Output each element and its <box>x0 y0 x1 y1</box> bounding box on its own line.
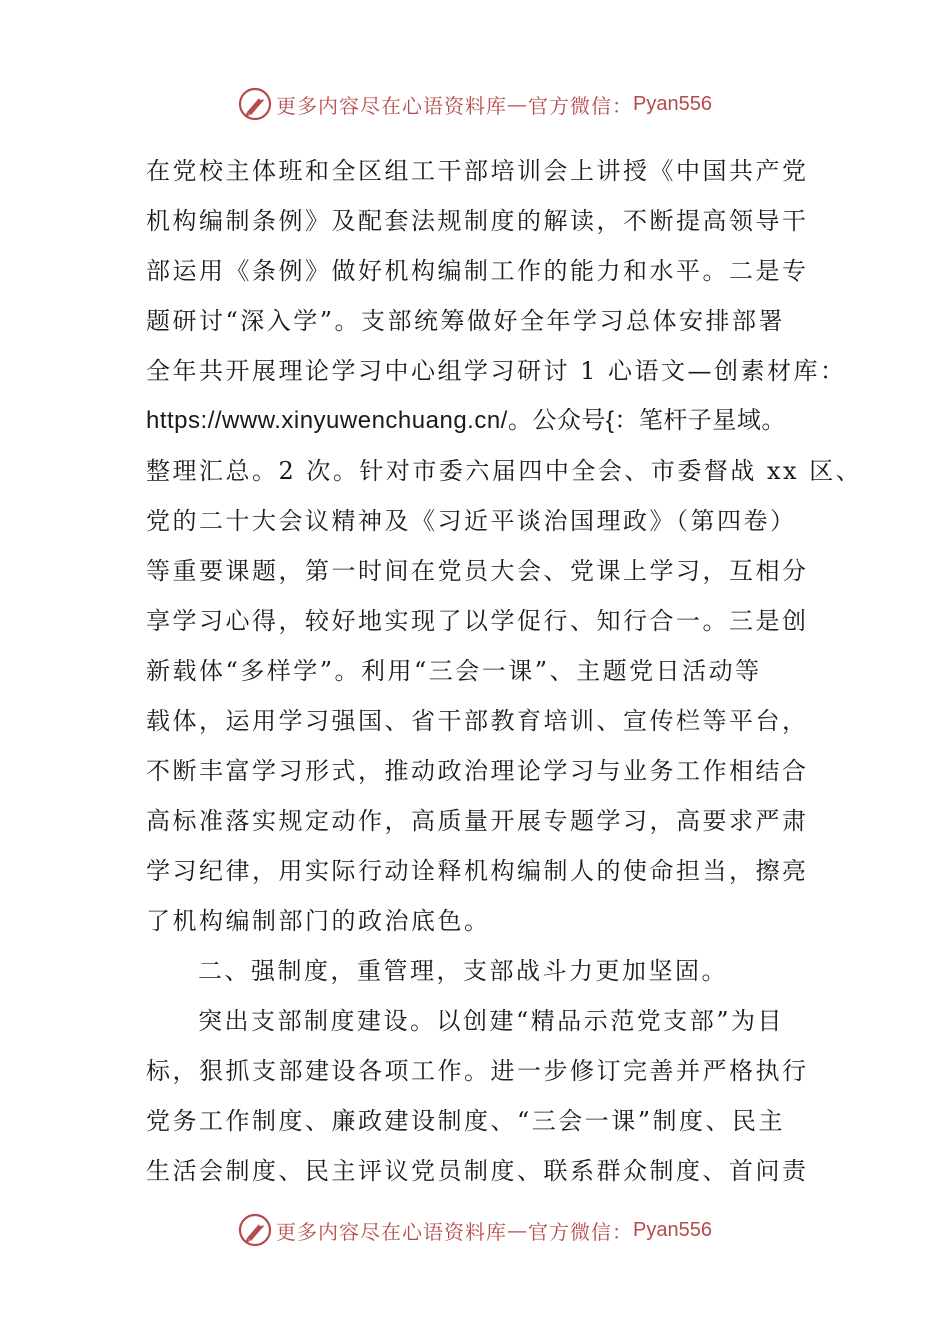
text-line: 在党校主体班和全区组工干部培训会上讲授《中国共产党 <box>146 157 809 185</box>
pen-logo-icon <box>238 87 272 121</box>
text-line: 新载体“多样学”。利用“三会一课”、主题党日活动等 <box>146 657 762 685</box>
text-line: 部运用《条例》做好机构编制工作的能力和水平。二是专 <box>146 257 809 285</box>
text-line: 载体，运用学习强国、省干部教育培训、宣传栏等平台， <box>146 707 809 735</box>
watermark-id: Pyan556 <box>633 1218 712 1241</box>
section-heading: 二、强制度，重管理，支部战斗力更加坚固。 <box>198 957 728 985</box>
text-line: 机构编制条例》及配套法规制度的解读，不断提高领导干 <box>146 207 809 235</box>
watermark-prefix: 更多内容尽在心语资料库 <box>276 93 508 118</box>
pen-logo-icon <box>238 1213 272 1247</box>
text-line: 标，狠抓支部建设各项工作。进一步修订完善并严格执行 <box>146 1057 809 1085</box>
text-line: 题研讨“深入学”。支部统筹做好全年学习总体安排部署 <box>146 307 786 335</box>
text-line: 生活会制度、民主评议党员制度、联系群众制度、首问责 <box>146 1157 809 1185</box>
header-watermark <box>0 82 950 126</box>
text-line: 等重要课题，第一时间在党员大会、党课上学习，互相分 <box>146 557 809 585</box>
paragraph-start: 突出支部制度建设。以创建“精品示范党支部”为目 <box>198 1007 785 1035</box>
watermark-prefix: 更多内容尽在心语资料库 <box>276 1219 508 1244</box>
watermark-label: 官方微信： <box>528 93 634 118</box>
footer-watermark <box>0 1208 950 1252</box>
text-line: 高标准落实规定动作，高质量开展专题学习，高要求严肃 <box>146 807 809 835</box>
text-line: 全年共开展理论学习中心组学习研讨 1 心语文—创素材库： <box>146 357 847 385</box>
watermark-label: 官方微信： <box>528 1219 634 1244</box>
text-line: 整理汇总。2 次。针对市委六届四中全会、市委督战 xx 区、 <box>146 457 863 485</box>
text-line: 党务工作制度、廉政建设制度、“三会一课”制度、民主 <box>146 1107 786 1135</box>
text-line: 不断丰富学习形式，推动政治理论学习与业务工作相结合 <box>146 757 809 785</box>
text-line-url: https://www.xinyuwenchuang.cn/。公众号{：笔杆子星域。 <box>146 407 786 434</box>
watermark-dash: — <box>507 1218 529 1242</box>
watermark-dash: — <box>507 92 529 116</box>
text-line: 了机构编制部门的政治底色。 <box>146 907 491 935</box>
text-line: 学习纪律，用实际行动诠释机构编制人的使命担当，擦亮 <box>146 857 809 885</box>
text-line: 享学习心得，较好地实现了以学促行、知行合一。三是创 <box>146 607 809 635</box>
watermark-id: Pyan556 <box>633 92 712 115</box>
document-body <box>146 146 863 1196</box>
text-line: 党的二十大会议精神及《习近平谈治国理政》（第四卷） <box>146 507 797 535</box>
